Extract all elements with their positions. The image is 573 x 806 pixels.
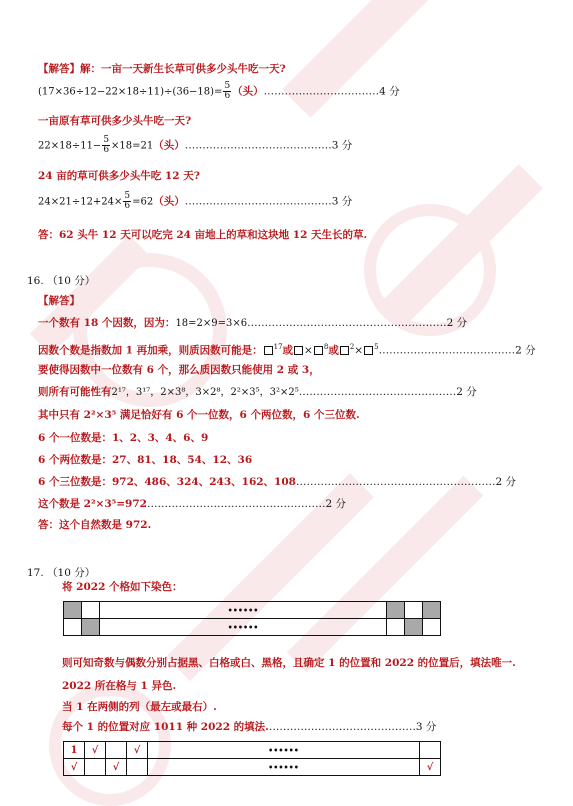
- q17-line5: 每个 1 的位置对应 1011 种 2022 的填法.……………………………………3 分: [62, 721, 437, 733]
- check-mark: √: [106, 759, 127, 776]
- q15-intro: 【解答】解：一亩一天新生长草可供多少头牛吃一天?: [38, 63, 286, 75]
- grid-cell-black: [64, 602, 82, 619]
- grid-cell: [127, 759, 148, 776]
- blank-box: [294, 346, 303, 355]
- q15-eq1: (17×36÷12−22×18÷11)÷(36−18)= $\frac{5}{6}$ （头）……………………………4 分: [38, 81, 400, 101]
- grid-ellipsis: ••••••: [148, 742, 420, 759]
- q16-line1: 一个数有 18 个因数，因为：18=2×9=3×6…………………………………………………2 分: [38, 317, 468, 329]
- grid-cell-white: [64, 619, 82, 636]
- q17-line4: 当 1 在两侧的列（最左或最右）.: [62, 701, 217, 713]
- q15-answer: 答：62 头牛 12 天可以吃完 24 亩地上的草和这块地 12 天生长的草.: [38, 229, 368, 241]
- grid-cell-black: [82, 619, 100, 636]
- grid-cell-white: [423, 619, 441, 636]
- q16-line5: 其中只有 2²×3⁵ 满足恰好有 6 个一位数，6 个两位数，6 个三位数.: [38, 409, 360, 421]
- cell-one: 1: [64, 742, 85, 759]
- check-mark: √: [127, 742, 148, 759]
- q17-line1: 将 2022 个格如下染色：: [62, 581, 183, 593]
- q16-line9: 这个数是 2²×3⁵=972……………………………………………2 分: [38, 498, 347, 510]
- q16-line3: 要使得因数中一位数有 6 个，那么质因数只能使用 2 或 3，: [38, 364, 320, 376]
- grid-cell: [85, 759, 106, 776]
- grid-cell-black: [423, 602, 441, 619]
- grid-cell-white: [387, 619, 405, 636]
- q15-q3: 24 亩的草可供多少头牛吃 12 天?: [38, 170, 200, 182]
- fill-table: [63, 741, 441, 776]
- grid-cell-black: [405, 619, 423, 636]
- blank-box: [340, 346, 349, 355]
- check-mark: √: [85, 742, 106, 759]
- coloring-grid: [63, 601, 441, 636]
- q16-header: 16. （10 分）: [27, 275, 96, 287]
- q17-line2: 则可知奇数与偶数分别占据黑、白格或白、黑格，且确定 1 的位置和 2022 的位置后，填法唯一.: [62, 657, 516, 669]
- fraction: $\frac{5}{6}$: [224, 81, 231, 101]
- q15-eq2: 22×18÷11− $\frac{5}{6}$ ×18=21（头）……………………………………3 分: [38, 135, 353, 155]
- q15-q2: 一亩原有草可供多少头牛吃一天?: [38, 115, 192, 127]
- q16-answer: 答：这个自然数是 972.: [38, 519, 152, 531]
- grid-ellipsis: ••••••: [148, 759, 420, 776]
- blank-box: [314, 346, 323, 355]
- grid-cell-white: [82, 602, 100, 619]
- q17-header: 17. （10 分）: [27, 567, 96, 579]
- q16-line2: 因数个数是指数加 1 再加乘，则质因数可能是： $^{17}$或 × $^8$或 $^2$× $^5$…………………………………2 分: [38, 343, 536, 357]
- q17-line3: 2022 所在格与 1 异色.: [62, 680, 177, 692]
- check-mark: √: [420, 759, 441, 776]
- blank-box: [264, 346, 273, 355]
- fraction: $\frac{5}{6}$: [103, 135, 110, 155]
- grid-cell-white: [405, 602, 423, 619]
- grid-ellipsis: ••••••: [100, 619, 387, 636]
- q16-line7: 6 个两位数是：27、81、18、54、12、36: [38, 454, 253, 466]
- q16-line4: 则所有可能性有2¹⁷，3¹⁷，2×3⁸，3×2⁸，2²×3⁵，3²×2⁵………………………………………2 分: [38, 386, 477, 398]
- fraction: $\frac{5}{6}$: [124, 191, 131, 211]
- q16-line6: 6 个一位数是：1、2、3、4、6、9: [38, 432, 209, 444]
- grid-cell-black: [387, 602, 405, 619]
- q16-line8: 6 个三位数是：972、486、324、243、162、108…………………………………………………2 分: [38, 476, 516, 488]
- q15-eq3: 24×21÷12+24× $\frac{5}{6}$ =62（头）……………………………………3 分: [38, 191, 353, 211]
- blank-box: [364, 346, 373, 355]
- check-mark: √: [64, 759, 85, 776]
- grid-ellipsis: ••••••: [100, 602, 387, 619]
- grid-cell: [106, 742, 127, 759]
- grid-cell: [420, 742, 441, 759]
- q16-label: 【解答】: [38, 295, 80, 307]
